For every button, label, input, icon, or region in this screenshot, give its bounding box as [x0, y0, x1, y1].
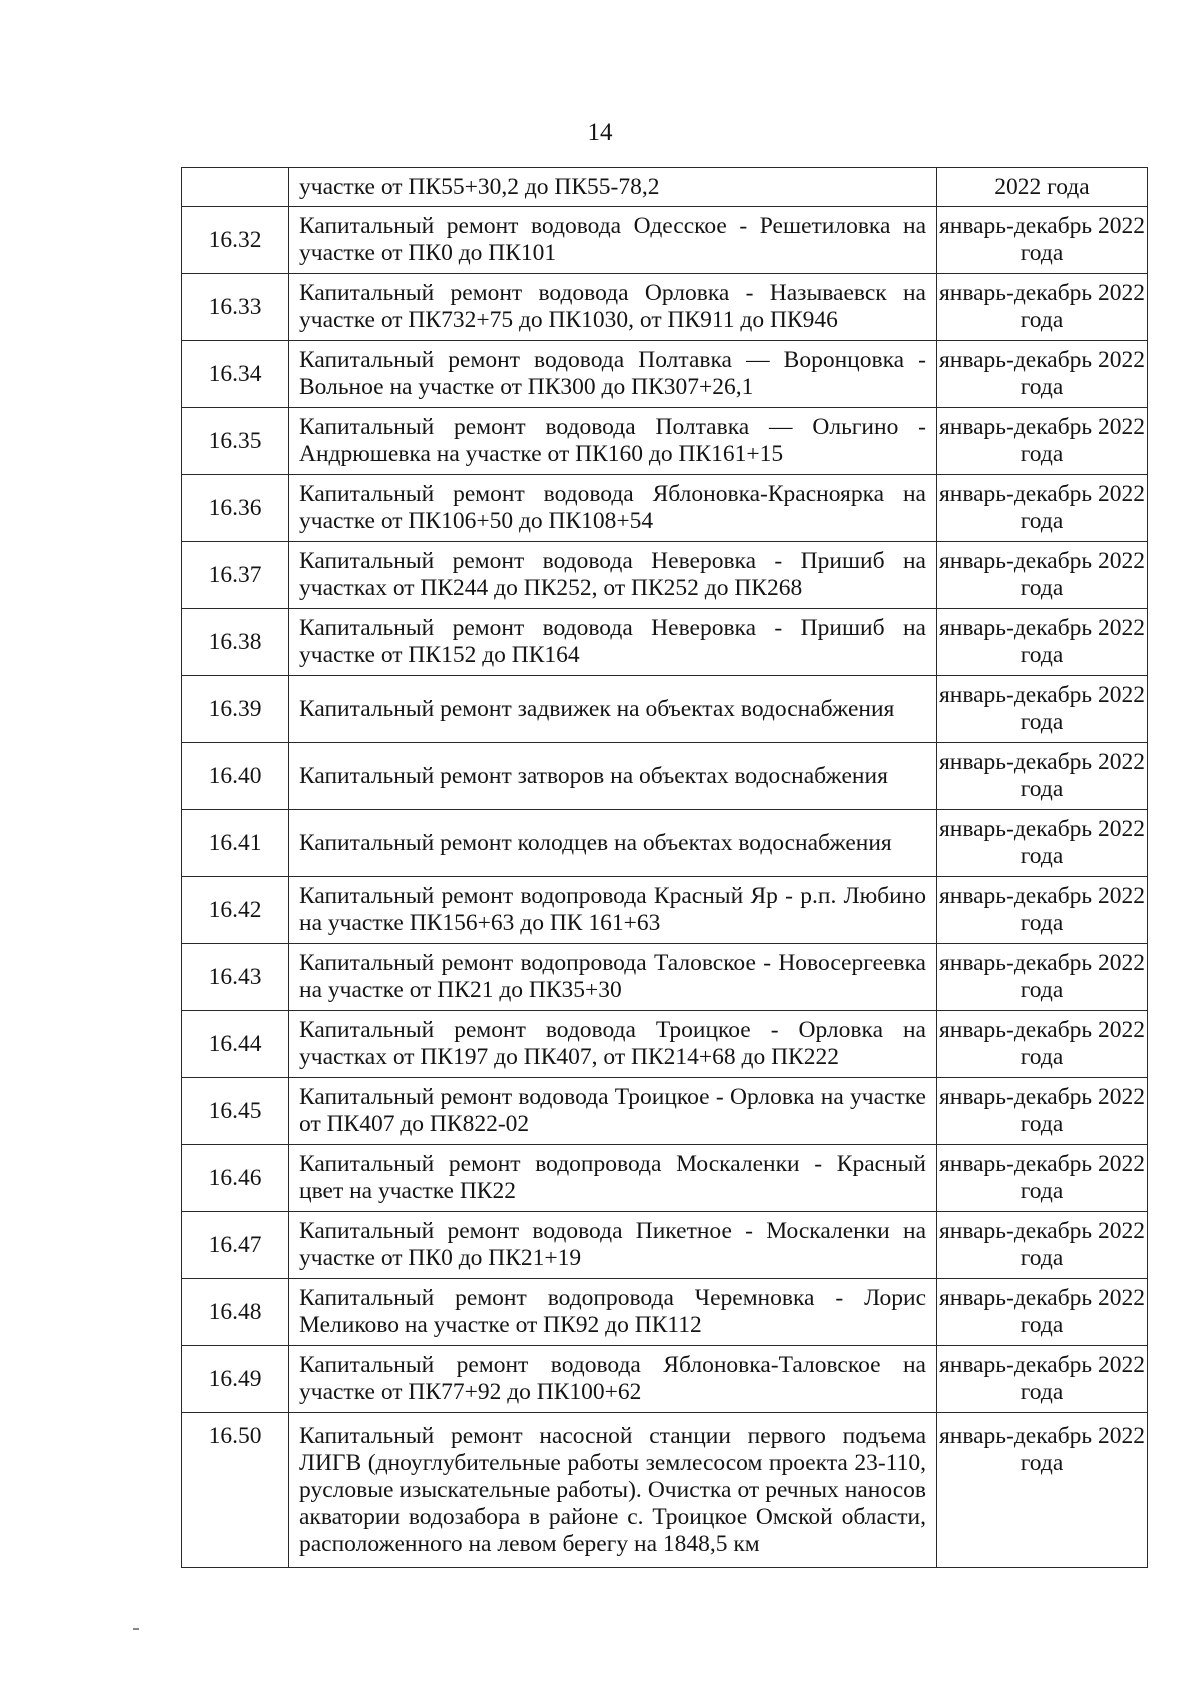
table-row — [182, 676, 1148, 743]
row-number: 16.49 — [182, 1346, 289, 1413]
row-description: Капитальный ремонт затворов на объектах водоснабжения — [289, 743, 937, 810]
row-number: 16.36 — [182, 475, 289, 542]
table-row — [182, 1145, 1148, 1212]
row-period: январь-декабрь 2022 года — [937, 1279, 1148, 1346]
table-row — [182, 1413, 1148, 1568]
row-description: Капитальный ремонт водопровода Черемновка - Лорис Меликово на участке от ПК92 до ПК112 — [289, 1279, 937, 1346]
row-period: январь-декабрь 2022 года — [937, 743, 1148, 810]
row-description: Капитальный ремонт водовода Полтавка — Воронцовка - Вольное на участке от ПК300 до ПК307+26,1 — [289, 341, 937, 408]
row-period: январь-декабрь 2022 года — [937, 1212, 1148, 1279]
row-period: январь-декабрь 2022 года — [937, 1011, 1148, 1078]
row-period: январь-декабрь 2022 года — [937, 609, 1148, 676]
row-description: Капитальный ремонт водовода Одесское - Решетиловка на участке от ПК0 до ПК101 — [289, 207, 937, 274]
row-description: Капитальный ремонт насосной станции первого подъема ЛИГВ (дноуглубительные работы землесосом проекта 23-110, русловые изыскательные работы). Очистка от речных наносов акватории водозабора в районе с. Троицкое Омской области, расположенного на левом берегу на 1848,5 км — [289, 1413, 937, 1568]
works-table — [181, 167, 1148, 1568]
table-row — [182, 341, 1148, 408]
table-row — [182, 408, 1148, 475]
row-description: Капитальный ремонт водовода Неверовка - Пришиб на участках от ПК244 до ПК252, от ПК252 до ПК268 — [289, 542, 937, 609]
row-period: январь-декабрь 2022 года — [937, 1346, 1148, 1413]
row-number: 16.39 — [182, 676, 289, 743]
row-number: 16.44 — [182, 1011, 289, 1078]
row-number: 16.32 — [182, 207, 289, 274]
row-description: Капитальный ремонт колодцев на объектах водоснабжения — [289, 810, 937, 877]
row-description: Капитальный ремонт водовода Пикетное - Москаленки на участке от ПК0 до ПК21+19 — [289, 1212, 937, 1279]
row-number: 16.41 — [182, 810, 289, 877]
row-number: 16.33 — [182, 274, 289, 341]
scan-mark — [133, 1628, 139, 1630]
row-period: январь-декабрь 2022 года — [937, 1078, 1148, 1145]
table-row — [182, 743, 1148, 810]
row-period: январь-декабрь 2022 года — [937, 475, 1148, 542]
table-row — [182, 1346, 1148, 1413]
row-number — [182, 168, 289, 207]
row-number: 16.35 — [182, 408, 289, 475]
row-period: январь-декабрь 2022 года — [937, 207, 1148, 274]
row-number: 16.45 — [182, 1078, 289, 1145]
row-number: 16.46 — [182, 1145, 289, 1212]
row-period: январь-декабрь 2022 года — [937, 944, 1148, 1011]
row-description: Капитальный ремонт водопровода Красный Яр - р.п. Любино на участке ПК156+63 до ПК 161+63 — [289, 877, 937, 944]
row-description: Капитальный ремонт водовода Троицкое - Орловка на участке от ПК407 до ПК822-02 — [289, 1078, 937, 1145]
row-description: Капитальный ремонт водовода Орловка - Называевск на участке от ПК732+75 до ПК1030, от ПК911 до ПК946 — [289, 274, 937, 341]
row-period: январь-декабрь 2022 года — [937, 542, 1148, 609]
table-row — [182, 1011, 1148, 1078]
table-row — [182, 1279, 1148, 1346]
page-number: 14 — [587, 119, 613, 146]
row-number: 16.47 — [182, 1212, 289, 1279]
table-row — [182, 1078, 1148, 1145]
row-number: 16.38 — [182, 609, 289, 676]
row-description: Капитальный ремонт водовода Неверовка - Пришиб на участке от ПК152 до ПК164 — [289, 609, 937, 676]
row-number: 16.48 — [182, 1279, 289, 1346]
row-number: 16.43 — [182, 944, 289, 1011]
row-number: 16.50 — [182, 1413, 289, 1568]
row-period: январь-декабрь 2022 года — [937, 810, 1148, 877]
row-description: Капитальный ремонт задвижек на объектах водоснабжения — [289, 676, 937, 743]
table-row — [182, 877, 1148, 944]
table-row — [182, 810, 1148, 877]
table-row — [182, 944, 1148, 1011]
table-row — [182, 168, 1148, 207]
table-row — [182, 475, 1148, 542]
row-description: Капитальный ремонт водопровода Москаленки - Красный цвет на участке ПК22 — [289, 1145, 937, 1212]
table-row — [182, 1212, 1148, 1279]
row-period: январь-декабрь 2022 года — [937, 274, 1148, 341]
row-period: январь-декабрь 2022 года — [937, 1145, 1148, 1212]
row-description: Капитальный ремонт водовода Троицкое - Орловка на участках от ПК197 до ПК407, от ПК214+68 до ПК222 — [289, 1011, 937, 1078]
table-row — [182, 542, 1148, 609]
row-description: Капитальный ремонт водопровода Таловское - Новосергеевка на участке от ПК21 до ПК35+30 — [289, 944, 937, 1011]
row-description: участке от ПК55+30,2 до ПК55-78,2 — [289, 168, 937, 207]
row-period: январь-декабрь 2022 года — [937, 341, 1148, 408]
row-number: 16.37 — [182, 542, 289, 609]
row-number: 16.40 — [182, 743, 289, 810]
table-row — [182, 207, 1148, 274]
row-period: январь-декабрь 2022 года — [937, 1413, 1148, 1568]
row-period: 2022 года — [937, 168, 1148, 207]
row-period: январь-декабрь 2022 года — [937, 877, 1148, 944]
row-period: январь-декабрь 2022 года — [937, 408, 1148, 475]
row-number: 16.34 — [182, 341, 289, 408]
table-row — [182, 609, 1148, 676]
table-row — [182, 274, 1148, 341]
row-description: Капитальный ремонт водовода Яблоновка-Красноярка на участке от ПК106+50 до ПК108+54 — [289, 475, 937, 542]
row-number: 16.42 — [182, 877, 289, 944]
row-description: Капитальный ремонт водовода Яблоновка-Таловское на участке от ПК77+92 до ПК100+62 — [289, 1346, 937, 1413]
row-description: Капитальный ремонт водовода Полтавка — Ольгино - Андрюшевка на участке от ПК160 до ПК161+15 — [289, 408, 937, 475]
row-period: январь-декабрь 2022 года — [937, 676, 1148, 743]
